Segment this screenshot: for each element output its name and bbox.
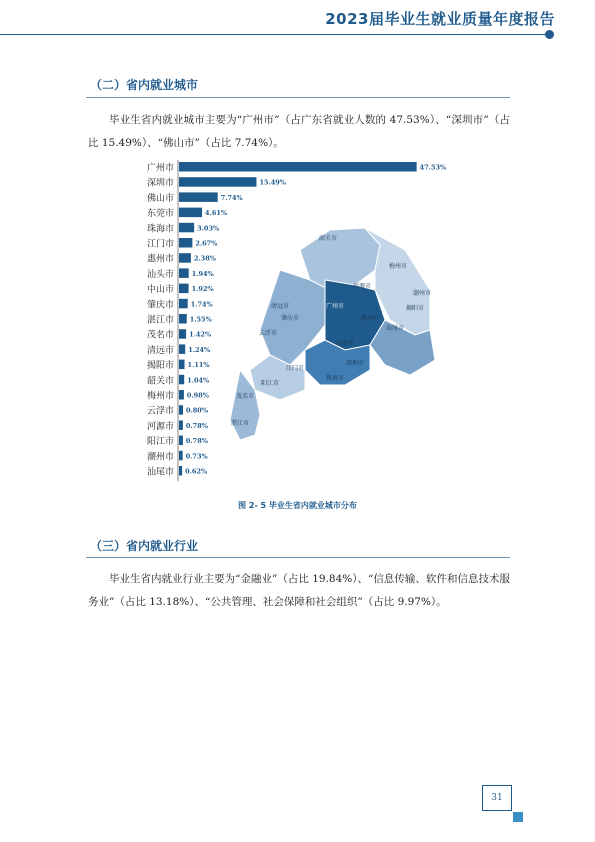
map-city-label: 潮州市 xyxy=(412,290,432,297)
map-city-label: 深圳市 xyxy=(345,360,365,367)
bar xyxy=(179,238,192,248)
category-label: 汕尾市 xyxy=(146,467,174,478)
data-label: 47.53% xyxy=(419,163,447,172)
data-label: 15.49% xyxy=(259,178,286,187)
figure-caption: 图 2- 5 毕业生省内就业城市分布 xyxy=(238,501,357,510)
data-label: 1.04% xyxy=(187,376,210,385)
page-corner-square xyxy=(513,812,523,822)
category-label: 广州市 xyxy=(146,163,174,174)
data-label: 0.62% xyxy=(185,467,208,476)
category-label: 潮州市 xyxy=(146,452,174,463)
category-label: 汕头市 xyxy=(146,269,174,280)
data-label: 0.78% xyxy=(185,437,208,446)
bar xyxy=(179,299,188,309)
category-label: 茂名市 xyxy=(146,330,174,341)
category-label: 珠海市 xyxy=(146,224,174,235)
data-label: 2.38% xyxy=(193,254,216,263)
bar xyxy=(179,284,189,294)
section-rule xyxy=(86,557,510,558)
map-city-label: 广州市 xyxy=(325,303,345,310)
category-label: 江门市 xyxy=(146,239,174,250)
category-label: 云浮市 xyxy=(146,406,174,417)
map-city-label: 阳江市 xyxy=(260,380,280,387)
data-label: 3.03% xyxy=(197,224,220,233)
page-number: 31 xyxy=(482,785,512,811)
category-label: 中山市 xyxy=(146,285,174,296)
bar xyxy=(179,253,191,263)
data-label: 1.74% xyxy=(190,300,213,309)
category-label: 梅州市 xyxy=(146,391,174,402)
bar xyxy=(179,451,183,461)
bar xyxy=(179,268,189,278)
map-city-label: 江门市 xyxy=(285,365,305,372)
data-label: 0.98% xyxy=(186,391,209,400)
map-city-label: 云浮市 xyxy=(258,330,278,337)
bar xyxy=(179,192,218,202)
bar xyxy=(179,223,194,233)
category-label: 东莞市 xyxy=(146,209,174,220)
map-region-southwest xyxy=(250,355,305,400)
section-heading-cities: （二）省内就业城市 xyxy=(90,78,199,92)
category-label: 深圳市 xyxy=(146,178,174,189)
category-label: 佛山市 xyxy=(146,193,174,204)
map-city-label: 清远市 xyxy=(270,303,290,310)
map-city-label: 湛江市 xyxy=(230,420,250,427)
bar xyxy=(179,375,184,385)
bar xyxy=(179,208,202,218)
map-city-label: 汕尾市 xyxy=(385,325,405,332)
bar xyxy=(179,405,183,415)
category-label: 韶关市 xyxy=(146,376,174,387)
map-city-label: 肇庆市 xyxy=(280,315,300,322)
map-city-label: 梅州市 xyxy=(388,263,408,270)
data-label: 0.78% xyxy=(185,421,208,430)
category-label: 湛江市 xyxy=(146,315,174,326)
map-city-label: 韶关市 xyxy=(318,235,338,242)
section-rule xyxy=(86,97,510,98)
bar xyxy=(179,162,417,172)
map-city-label: 东莞市 xyxy=(335,340,355,347)
city-distribution-figure xyxy=(130,160,470,490)
data-label: 2.67% xyxy=(195,239,218,248)
data-label: 1.11% xyxy=(187,361,210,370)
bar xyxy=(179,466,182,476)
bar xyxy=(179,177,256,187)
category-label: 肇庆市 xyxy=(146,300,174,311)
data-label: 7.74% xyxy=(220,193,243,202)
map-city-label: 珠海市 xyxy=(325,375,345,382)
header-rule xyxy=(0,34,548,35)
bar xyxy=(179,360,185,370)
category-label: 河源市 xyxy=(146,421,174,432)
header-dot xyxy=(545,30,554,39)
category-label: 清远市 xyxy=(146,345,174,356)
category-label: 惠州市 xyxy=(146,254,174,265)
data-label: 1.42% xyxy=(189,330,212,339)
bar xyxy=(179,420,183,430)
category-label: 阳江市 xyxy=(146,437,174,448)
data-label: 0.80% xyxy=(186,406,209,415)
map-city-label: 揭阳市 xyxy=(405,305,425,312)
data-label: 1.55% xyxy=(189,315,212,324)
bar xyxy=(179,329,186,339)
data-label: 1.94% xyxy=(191,269,214,278)
paragraph-cities: 毕业生省内就业城市主要为“广州市”（占广东省就业人数的 47.53%）、“深圳市”（占比 15.49%）、“佛山市”（占比 7.74%）。 xyxy=(88,114,510,149)
category-label: 揭阳市 xyxy=(146,361,174,372)
data-label: 1.24% xyxy=(188,345,211,354)
bar xyxy=(179,390,184,400)
data-label: 4.61% xyxy=(205,209,228,218)
map-city-label: 河源市 xyxy=(352,283,372,290)
bar xyxy=(179,344,185,354)
bar xyxy=(179,314,187,324)
bar xyxy=(179,436,183,446)
section-heading-industries: （三）省内就业行业 xyxy=(90,539,199,553)
report-title: 2023届毕业生就业质量年度报告 xyxy=(325,10,555,28)
paragraph-industries: 毕业生省内就业行业主要为“金融业”（占比 19.84%）、“信息传输、软件和信息技术服务业”（占比 13.18%）、“公共管理、社会保障和社会组织”（占比 9.97%）。 xyxy=(88,573,510,608)
data-label: 1.92% xyxy=(191,285,214,294)
map-city-label: 惠州市 xyxy=(360,315,380,322)
data-label: 0.73% xyxy=(185,452,208,461)
map-city-label: 茂名市 xyxy=(235,393,255,400)
